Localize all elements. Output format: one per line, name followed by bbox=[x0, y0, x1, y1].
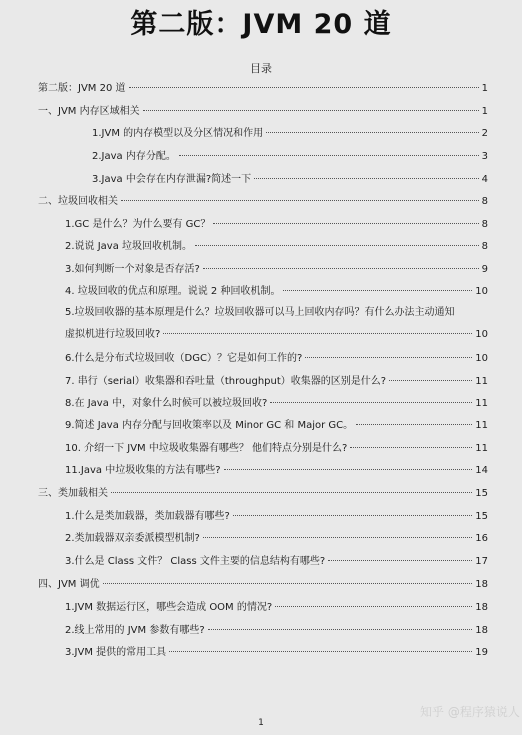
dot-leader bbox=[233, 515, 472, 516]
toc-entry[interactable] bbox=[65, 532, 488, 546]
toc-entry[interactable] bbox=[65, 510, 488, 524]
toc-entry[interactable] bbox=[65, 419, 488, 433]
toc-entry[interactable] bbox=[65, 285, 488, 299]
toc-entry-page: 3 bbox=[481, 151, 488, 162]
dot-leader bbox=[103, 583, 473, 584]
toc-entry-page: 19 bbox=[475, 647, 488, 658]
toc-entry[interactable] bbox=[65, 646, 488, 660]
toc-entry[interactable] bbox=[65, 375, 488, 389]
dot-leader bbox=[203, 537, 472, 538]
toc-entry-page: 1 bbox=[481, 106, 488, 117]
dot-leader bbox=[275, 606, 472, 607]
dot-leader bbox=[121, 200, 479, 201]
toc-entry-text: 四、JVM 调优 bbox=[38, 579, 100, 590]
toc-entry[interactable] bbox=[65, 442, 488, 456]
toc-entry[interactable] bbox=[65, 624, 488, 638]
toc-entry-text: 6.什么是分布式垃圾回收（DGC）？它是如何工作的? bbox=[65, 353, 303, 364]
dot-leader bbox=[356, 424, 472, 425]
page-number: 1 bbox=[258, 718, 264, 728]
toc-entry-page: 10 bbox=[475, 286, 488, 297]
toc-entry[interactable] bbox=[92, 173, 488, 187]
toc-entry-page: 14 bbox=[475, 465, 488, 476]
toc-entry-text: 三、类加载相关 bbox=[38, 488, 108, 499]
toc-entry[interactable] bbox=[65, 601, 488, 615]
dot-leader bbox=[143, 110, 479, 111]
toc-entry-text: 11.Java 中垃圾收集的方法有哪些? bbox=[65, 465, 221, 476]
toc-entry-page: 11 bbox=[475, 398, 488, 409]
toc-entry-text: 9.简述 Java 内存分配与回收策率以及 Minor GC 和 Major GC。 bbox=[65, 420, 354, 431]
dot-leader bbox=[254, 178, 478, 179]
toc-entry-page: 11 bbox=[475, 376, 488, 387]
toc-entry-page: 4 bbox=[481, 174, 488, 185]
document-title: 第二版：JVM 20 道 bbox=[130, 9, 392, 40]
toc-entry-text: 2.类加载器双亲委派模型机制? bbox=[65, 533, 200, 544]
dot-leader bbox=[203, 268, 479, 269]
toc-entry-text: 4. 垃圾回收的优点和原理。说说 2 种回收机制。 bbox=[65, 286, 281, 297]
toc-entry-text: 8.在 Java 中，对象什么时候可以被垃圾回收? bbox=[65, 398, 268, 409]
toc-entry-page: 15 bbox=[475, 488, 488, 499]
dot-leader bbox=[283, 290, 472, 291]
toc-entry-page: 18 bbox=[475, 625, 488, 636]
dot-leader bbox=[350, 447, 472, 448]
toc-entry-page: 1 bbox=[481, 83, 488, 94]
toc-entry[interactable] bbox=[65, 240, 488, 254]
toc-entry-page: 10 bbox=[475, 353, 488, 364]
toc-entry-text: 1.什么是类加载器，类加载器有哪些? bbox=[65, 511, 230, 522]
dot-leader bbox=[224, 469, 473, 470]
toc-entry-text: 第二版：JVM 20 道 bbox=[38, 83, 126, 94]
toc-entry-text: 10. 介绍一下 JVM 中垃圾收集器有哪些？ 他们特点分别是什么? bbox=[65, 443, 348, 454]
toc-entry-page: 8 bbox=[481, 219, 488, 230]
dot-leader bbox=[169, 651, 472, 652]
toc-entry-text: 2.说说 Java 垃圾回收机制。 bbox=[65, 241, 193, 252]
toc-heading: 目录 bbox=[250, 62, 272, 75]
dot-leader bbox=[389, 380, 472, 381]
toc-entry[interactable] bbox=[65, 352, 488, 366]
dot-leader bbox=[208, 629, 473, 630]
toc-entry[interactable] bbox=[38, 82, 488, 96]
toc-entry-text: 1.JVM 数据运行区，哪些会造成 OOM 的情况? bbox=[65, 602, 273, 613]
toc-entry[interactable] bbox=[65, 555, 488, 569]
dot-leader bbox=[213, 223, 478, 224]
toc-section-entry[interactable] bbox=[38, 578, 488, 592]
toc-section-entry[interactable] bbox=[38, 105, 488, 119]
toc-entry-text: 3.什么是 Class 文件？ Class 文件主要的信息结构有哪些? bbox=[65, 556, 326, 567]
toc-entry-page: 18 bbox=[475, 579, 488, 590]
toc-entry-page: 2 bbox=[481, 128, 488, 139]
dot-leader bbox=[111, 492, 472, 493]
dot-leader bbox=[163, 333, 472, 334]
toc-entry-page: 15 bbox=[475, 511, 488, 522]
toc-entry-text: 1.GC 是什么？为什么要有 GC？ bbox=[65, 219, 211, 230]
toc-entry[interactable] bbox=[65, 328, 488, 342]
toc-section-entry[interactable] bbox=[38, 195, 488, 209]
toc-entry-text: 1.JVM 的内存模型以及分区情况和作用 bbox=[92, 128, 264, 139]
toc-entry-text: 二、垃圾回收相关 bbox=[38, 196, 118, 207]
toc-entry-page: 11 bbox=[475, 443, 488, 454]
toc-entry-text: 2.Java 内存分配。 bbox=[92, 151, 176, 162]
toc-entry-text: 2.线上常用的 JVM 参数有哪些? bbox=[65, 625, 205, 636]
toc-entry[interactable] bbox=[92, 127, 488, 141]
toc-entry[interactable] bbox=[65, 218, 488, 232]
toc-entry-text-continuation: 虚拟机进行垃圾回收? bbox=[65, 329, 161, 340]
toc-entry-text: 一、JVM 内存区域相关 bbox=[38, 106, 140, 117]
toc-entry[interactable] bbox=[65, 397, 488, 411]
toc-entry[interactable] bbox=[65, 464, 488, 478]
dot-leader bbox=[129, 87, 479, 88]
watermark: 知乎 @程序猿说人 bbox=[420, 705, 520, 719]
toc-entry-page: 11 bbox=[475, 420, 488, 431]
toc-entry-page: 8 bbox=[481, 196, 488, 207]
toc-entry-text: 3.Java 中会存在内存泄漏?简述一下 bbox=[92, 174, 252, 185]
toc-entry-text-first-line[interactable]: 5.垃圾回收器的基本原理是什么？垃圾回收器可以马上回收内存吗？有什么办法主动通知 bbox=[65, 307, 455, 318]
dot-leader bbox=[305, 357, 472, 358]
toc-section-entry[interactable] bbox=[38, 487, 488, 501]
toc-entry-text: 3.JVM 提供的常用工具 bbox=[65, 647, 167, 658]
toc-entry-page: 10 bbox=[475, 329, 488, 340]
dot-leader bbox=[328, 560, 472, 561]
toc-entry-page: 17 bbox=[475, 556, 488, 567]
toc-entry-text: 3.如何判断一个对象是否存活? bbox=[65, 264, 200, 275]
toc-entry-page: 16 bbox=[475, 533, 488, 544]
toc-entry-page: 18 bbox=[475, 602, 488, 613]
toc-entry-page: 9 bbox=[481, 264, 488, 275]
dot-leader bbox=[270, 402, 472, 403]
toc-entry[interactable] bbox=[65, 263, 488, 277]
toc-entry-page: 8 bbox=[481, 241, 488, 252]
dot-leader bbox=[195, 245, 479, 246]
dot-leader bbox=[179, 155, 479, 156]
toc-entry[interactable] bbox=[92, 150, 488, 164]
toc-entry-text: 7. 串行（serial）收集器和吞吐量（throughput）收集器的区别是什么? bbox=[65, 376, 387, 387]
dot-leader bbox=[266, 132, 478, 133]
